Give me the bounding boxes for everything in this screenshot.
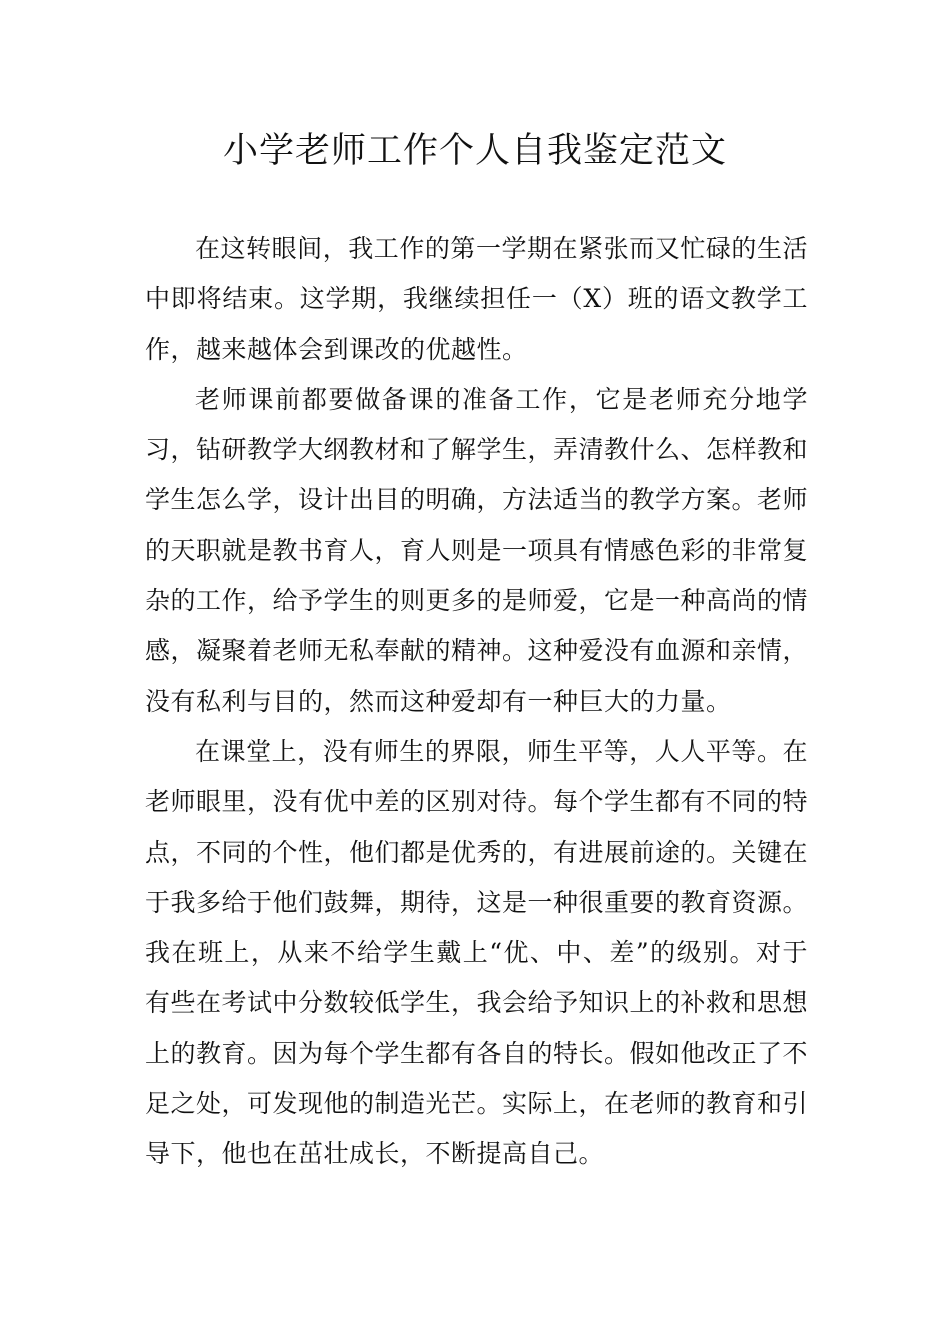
document-body xyxy=(145,224,808,1180)
paragraph-2: 老师课前都要做备课的准备工作，它是老师充分地学习，钻研教学大纲教材和了解学生，弄清教什么、怎样教和学生怎么学，设计出目的明确，方法适当的教学方案。老师的天职就是教书育人，育人则是一项具有情感色彩的非常复杂的工作，给予学生的则更多的是师爱，它是一种高尚的情感，凝聚着老师无私奉献的精神。这种爱没有血源和亲情，没有私利与目的，然而这种爱却有一种巨大的力量。 xyxy=(145,384,809,716)
paragraph-3: 在课堂上，没有师生的界限，师生平等，人人平等。在老师眼里，没有优中差的区别对待。每个学生都有不同的特点，不同的个性，他们都是优秀的，有进展前途的。关键在于我多给于他们鼓舞，期待，这是一种很重要的教育资源。我在班上，从来不给学生戴上“优、中、差”的级别。对于有些在考试中分数较低学生，我会给予知识上的补救和思想上的教育。因为每个学生都有各自的特长。假如他改正了不足之处，可发现他的制造光芒。实际上，在老师的教育和引导下，他也在茁壮成长，不断提高自己。 xyxy=(145,736,809,1169)
paragraph-1: 在这转眼间，我工作的第一学期在紧张而又忙碌的生活中即将结束。这学期，我继续担任一（X）班的语文教学工作，越来越体会到课改的优越性。 xyxy=(145,234,808,364)
document-title: 小学老师工作个人自我鉴定范文 xyxy=(222,131,727,171)
